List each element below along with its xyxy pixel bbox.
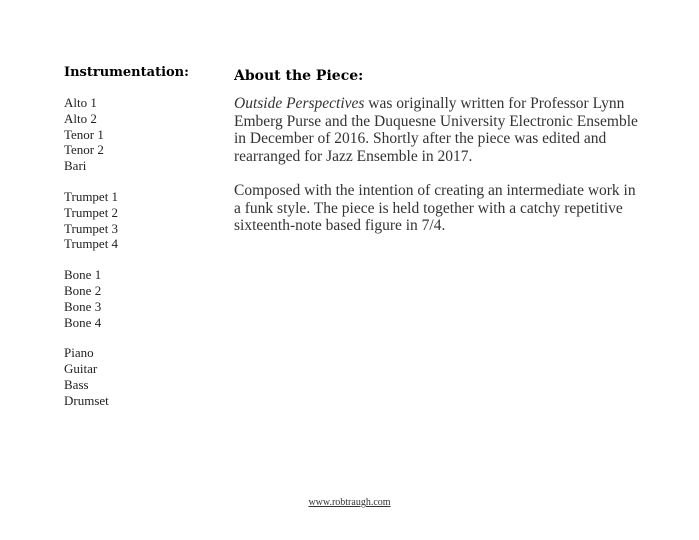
instrument-item: Drumset <box>64 392 109 408</box>
instrumentation-heading: Instrumentation: <box>64 65 189 80</box>
instrument-item: Bass <box>64 376 89 392</box>
about-paragraph-1 <box>234 95 644 165</box>
instrument-item: Tenor 1 <box>64 126 104 142</box>
instrument-item: Bone 4 <box>64 314 102 330</box>
instrument-item: Bari <box>64 158 87 174</box>
trumpet-group <box>64 189 214 252</box>
footer <box>0 490 699 509</box>
instrument-item: Tenor 2 <box>64 142 104 158</box>
instrument-item: Bone 3 <box>64 298 102 314</box>
instrument-item: Trumpet 3 <box>64 220 119 236</box>
rhythm-section-group <box>64 345 214 408</box>
instrument-item: Guitar <box>64 361 98 377</box>
instrument-item: Trumpet 2 <box>64 204 119 220</box>
instrument-item: Trumpet 1 <box>64 188 119 204</box>
instrument-item: Alto 1 <box>64 95 97 110</box>
instrument-item: Trumpet 4 <box>64 236 119 252</box>
about-paragraph-2: Composed with the intention of creating an intermediate work in a funk style. The piece is held together with a catchy repetitive sixteenth-note based figure in 7/4. <box>234 182 636 234</box>
instrument-item: Piano <box>64 345 94 361</box>
instrumentation-section <box>64 65 214 424</box>
website-link[interactable]: www.robtraugh.com <box>308 497 391 508</box>
trombone-group <box>64 267 214 330</box>
instrument-item: Bone 2 <box>64 282 102 298</box>
about-heading: About the Piece: <box>234 68 364 84</box>
about-section <box>234 67 644 252</box>
saxophone-group <box>64 95 214 174</box>
piece-title: Outside Perspectives <box>234 95 365 112</box>
about-paragraph-1-text: was originally written for Professor Lynn Emberg Purse and the Duquesne University Electronic Ensemble in December of 2016. Shortly after the piece was edited and rearranged for Jazz Ensemble in 2017. <box>234 95 638 165</box>
instrument-item: Bone 1 <box>64 267 102 283</box>
instrument-item: Alto 2 <box>64 110 97 126</box>
